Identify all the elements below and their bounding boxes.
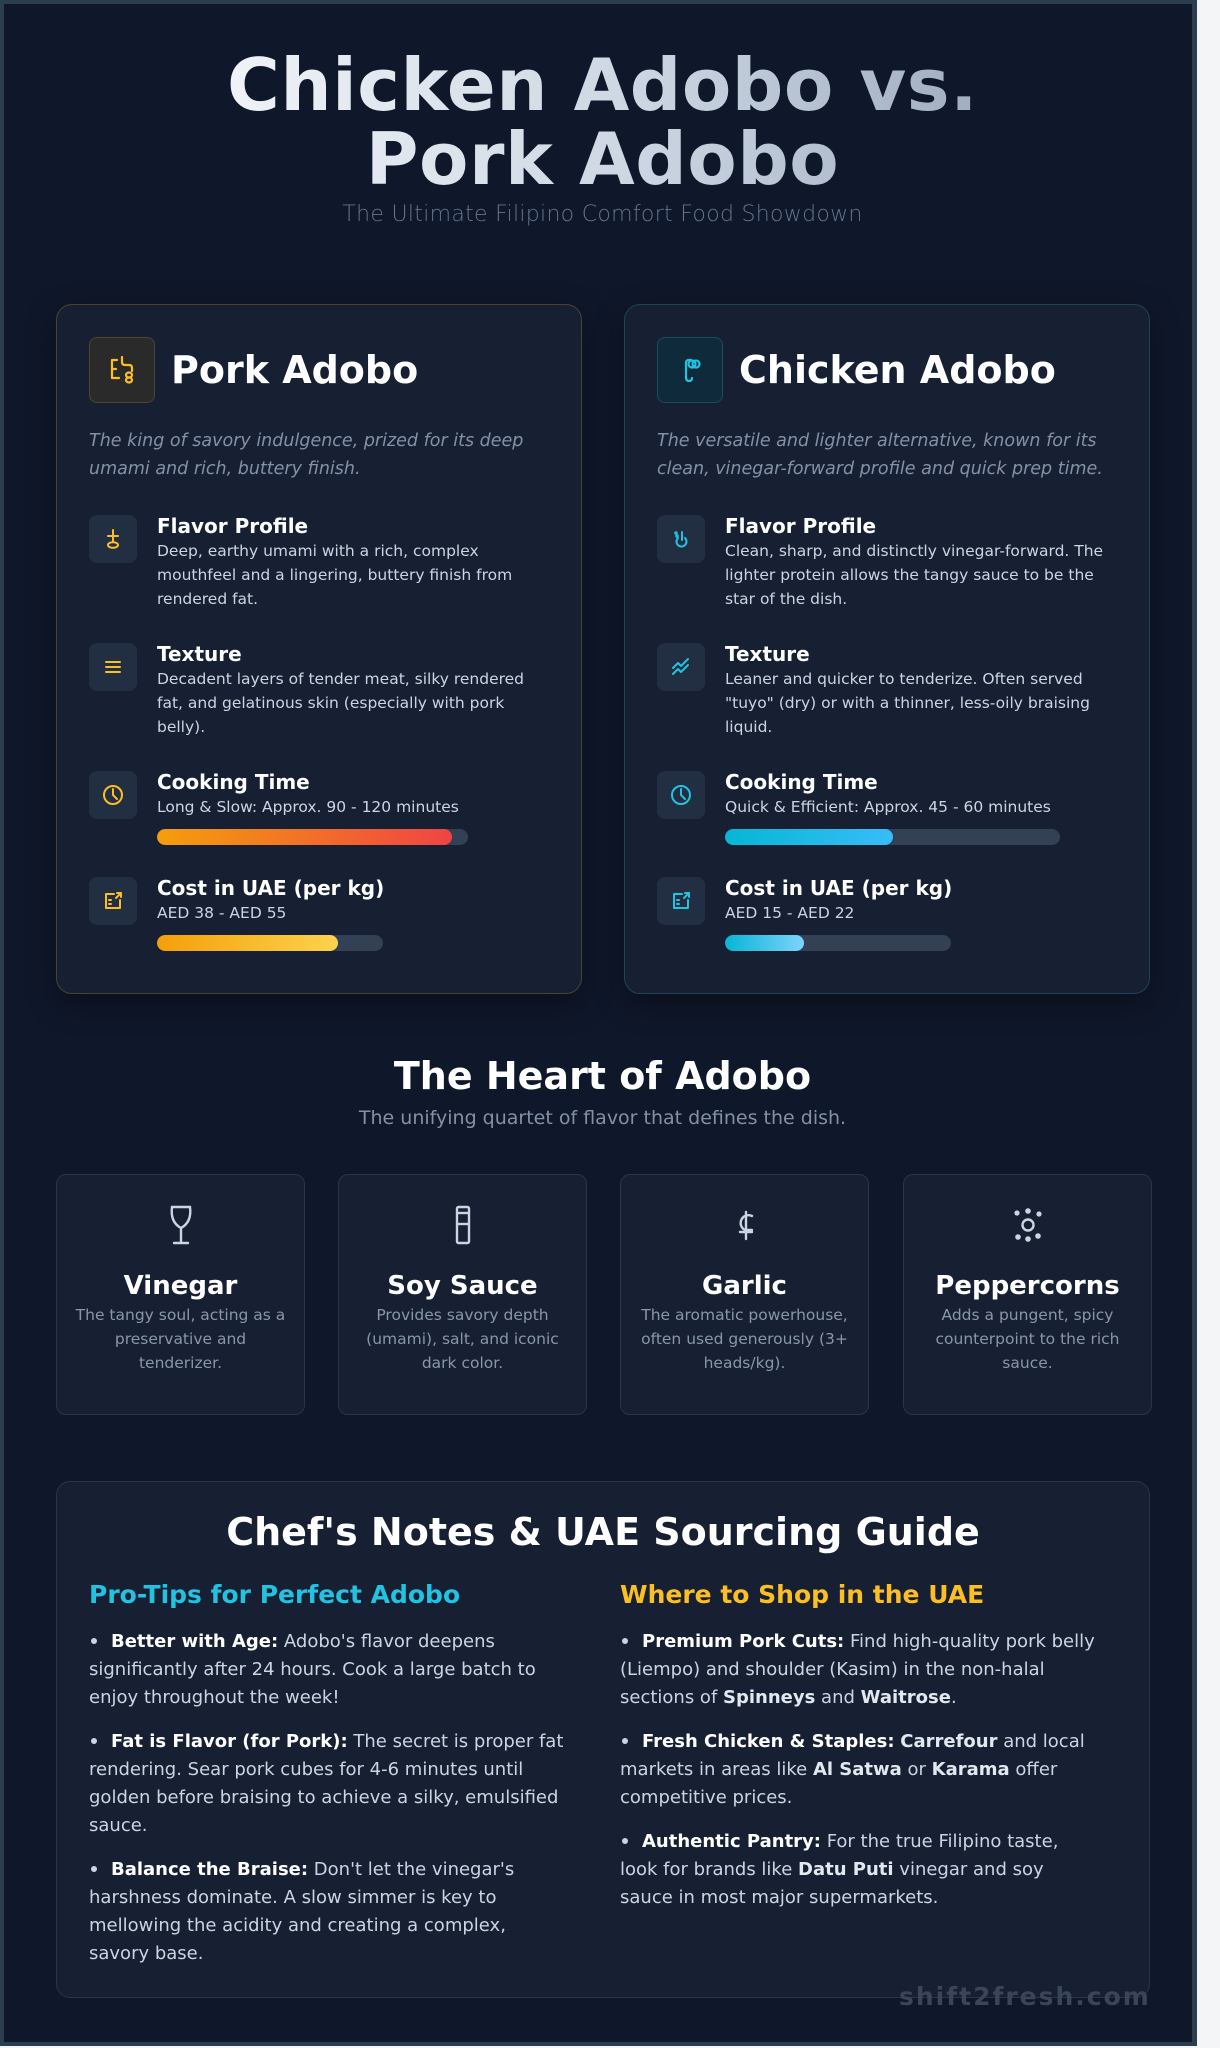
cost-bar [725, 935, 951, 951]
ingredient-title: Garlic [702, 1271, 787, 1301]
wave-icon [657, 643, 705, 691]
feature-text: Long & Slow: Approx. 90 - 120 minutes [157, 798, 459, 816]
feature-text: Leaner and quicker to tenderize. Often served "tuyo" (dry) or with a thinner, less-oily braising liquid. [725, 670, 1090, 736]
drumstick-icon [657, 337, 723, 403]
feature-title: Cooking Time [157, 770, 310, 794]
bullet-icon [622, 1738, 628, 1744]
feature-text: Quick & Efficient: Approx. 45 - 60 minutes [725, 798, 1051, 816]
bullet-icon [622, 1838, 628, 1844]
tip-text: The secret is proper fat rendering. Sear pork cubes for 4-6 minutes until golden before braising to achieve a silky, emulsified sauce. [89, 1731, 564, 1836]
shop-text: . [950, 1687, 957, 1708]
cooking-time-bar [725, 829, 1060, 845]
ingredient-card-soy-sauce [338, 1174, 587, 1415]
feature-flavor-profile [89, 513, 549, 611]
shop-text: and local markets in areas like [620, 1731, 1085, 1780]
shop-label: Premium Pork Cuts: [642, 1631, 845, 1652]
feature-title: Cost in UAE (per kg) [157, 876, 385, 900]
bottle-icon [339, 1203, 586, 1247]
area-name: Karama [931, 1759, 1010, 1780]
peppercorns-icon [904, 1203, 1151, 1247]
store-name: Spinneys [723, 1687, 816, 1708]
tip-label: Fat is Flavor (for Pork): [111, 1731, 348, 1752]
feature-cost [89, 875, 549, 951]
pro-tips-list [89, 1628, 569, 1968]
shop-text: Find high-quality pork belly (Liempo) and shoulder (Kasim) in the non-halal sections of [620, 1631, 1095, 1708]
list-item [89, 1728, 569, 1840]
price-tag-icon [657, 877, 705, 925]
feature-title: Texture [725, 642, 810, 666]
store-name: Waitrose [860, 1687, 951, 1708]
list-item [620, 1728, 1100, 1812]
price-tag-icon [89, 877, 137, 925]
feature-text: Deep, earthy umami with a rich, complex mouthfeel and a lingering, buttery finish from rendered fat. [157, 542, 513, 608]
notes-title: Chef's Notes & UAE Sourcing Guide [226, 1510, 980, 1554]
chefs-notes-card [56, 1481, 1150, 1998]
feature-title: Texture [157, 642, 242, 666]
hero [4, 43, 1201, 227]
feature-texture [657, 641, 1117, 739]
list-item [620, 1628, 1100, 1712]
ingredient-text: The tangy soul, acting as a preservative and tenderizer. [75, 1306, 286, 1372]
shop-text: or [901, 1759, 932, 1780]
ingredient-text: Provides savory depth (umami), salt, and iconic dark color. [366, 1306, 559, 1372]
cooking-time-bar [157, 829, 468, 845]
ingredient-card-vinegar [56, 1174, 305, 1415]
shop-text: and [815, 1687, 861, 1708]
shop-list [620, 1628, 1100, 1912]
feature-cooking-time [89, 769, 549, 845]
pork-meat-icon [89, 337, 155, 403]
card-description: The king of savory indulgence, prized for its deep umami and rich, buttery finish. [89, 431, 524, 479]
heart-section-title: The Heart of Adobo [393, 1054, 812, 1098]
feature-title: Flavor Profile [157, 514, 309, 538]
shop-text: offer competitive prices. [620, 1759, 1058, 1808]
card-header [89, 337, 549, 403]
page-subtitle: The Ultimate Filipino Comfort Food Showdown [342, 202, 863, 227]
flavor-icon [89, 515, 137, 563]
list-item [89, 1628, 569, 1712]
cooking-time-bar-fill [157, 829, 452, 845]
pro-tips-heading: Pro-Tips for Perfect Adobo [89, 1580, 461, 1609]
feature-texture [89, 641, 549, 739]
feature-flavor-profile [657, 513, 1117, 611]
ingredient-title: Peppercorns [935, 1271, 1120, 1301]
feature-text: AED 15 - AED 22 [725, 904, 855, 922]
bullet-icon [91, 1866, 97, 1872]
clock-icon [89, 771, 137, 819]
cost-bar [157, 935, 383, 951]
cost-bar-fill [725, 935, 804, 951]
ingredient-title: Vinegar [123, 1271, 238, 1301]
bullet-icon [622, 1638, 628, 1644]
feature-text: Clean, sharp, and distinctly vinegar-forward. The lighter protein allows the tangy sauce to be the star of the dish. [725, 542, 1104, 608]
list-item [620, 1828, 1100, 1912]
cooking-time-bar-fill [725, 829, 893, 845]
feature-title: Cost in UAE (per kg) [725, 876, 953, 900]
ingredient-text: The aromatic powerhouse, often used generously (3+ heads/kg). [641, 1306, 848, 1372]
pro-tips-column [89, 1578, 569, 1984]
card-title: Chicken Adobo [739, 348, 1056, 392]
clock-icon [657, 771, 705, 819]
tip-label: Better with Age: [111, 1631, 279, 1652]
feature-text: Decadent layers of tender meat, silky rendered fat, and gelatinous skin (especially with pork belly). [157, 670, 525, 736]
feature-cooking-time [657, 769, 1117, 845]
garlic-icon [621, 1203, 868, 1247]
area-name: Al Satwa [812, 1759, 902, 1780]
card-header [657, 337, 1117, 403]
chicken-adobo-card [624, 304, 1150, 994]
shop-text: vinegar and soy sauce in most major supermarkets. [620, 1859, 1044, 1908]
wine-glass-icon [57, 1203, 304, 1247]
heart-section-subtitle: The unifying quartet of flavor that defines the dish. [358, 1107, 847, 1129]
bullet-icon [91, 1738, 97, 1744]
bullet-icon [91, 1638, 97, 1644]
feature-cost [657, 875, 1117, 951]
shop-heading: Where to Shop in the UAE [620, 1580, 985, 1609]
tip-label: Balance the Braise: [111, 1859, 309, 1880]
layers-icon [89, 643, 137, 691]
shop-text: For the true Filipino taste, look for brands like [620, 1831, 1059, 1880]
feature-title: Flavor Profile [725, 514, 877, 538]
shop-label: Authentic Pantry: [642, 1831, 821, 1852]
where-to-shop-column [620, 1578, 1100, 1928]
ingredient-card-peppercorns [903, 1174, 1152, 1415]
feature-title: Cooking Time [725, 770, 878, 794]
page-title: Chicken Adobo vs. Pork Adobo [133, 48, 1073, 196]
brand-name: Datu Puti [798, 1859, 894, 1880]
cost-bar-fill [157, 935, 338, 951]
ingredient-title: Soy Sauce [387, 1271, 538, 1301]
flavor-drop-icon [657, 515, 705, 563]
feature-text: AED 38 - AED 55 [157, 904, 287, 922]
shop-label: Fresh Chicken & Staples: [642, 1731, 895, 1752]
ingredient-text: Adds a pungent, spicy counterpoint to the rich sauce. [935, 1306, 1120, 1372]
card-title: Pork Adobo [171, 348, 419, 392]
list-item [89, 1856, 569, 1968]
ingredient-card-garlic [620, 1174, 869, 1415]
watermark: shift2fresh.com [899, 1982, 1151, 2011]
pork-adobo-card [56, 304, 582, 994]
tip-text: Adobo's flavor deepens significantly after 24 hours. Cook a large batch to enjoy throughout the week! [89, 1631, 536, 1708]
card-description: The versatile and lighter alternative, known for its clean, vinegar-forward profile and quick prep time. [657, 431, 1103, 479]
tip-text: Don't let the vinegar's harshness dominate. A slow simmer is key to mellowing the acidity and creating a complex, savory base. [89, 1859, 515, 1964]
store-name: Carrefour [900, 1731, 998, 1752]
